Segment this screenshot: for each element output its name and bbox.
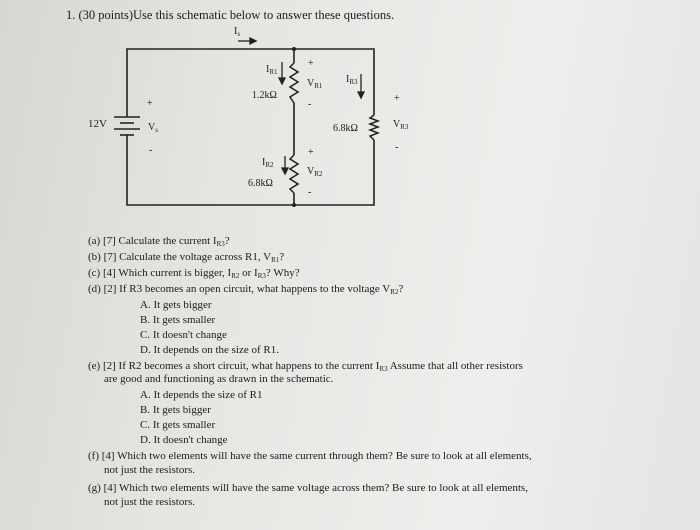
part-g: (g) [4] Which two elements will have the same voltage across them? Be sure to look at all elements, — [88, 482, 528, 494]
resistor-r1-icon — [290, 63, 298, 103]
option-d-d: D. It depends on the size of R1. — [140, 344, 279, 356]
vr1-label: $V_{R1}$ — [307, 78, 323, 90]
part-g-continued: not just the resistors. — [104, 496, 196, 508]
ir2-arrow-icon — [282, 156, 288, 174]
vr3-minus: - — [395, 142, 399, 153]
part-e: (e) [2] If R2 becomes a short circuit, what happens to the current IR3 Assume that all other resistors — [88, 360, 523, 373]
ir3-label: $I_{R3}$ — [346, 74, 358, 86]
r2-value: 6.8kΩ — [248, 178, 273, 189]
option-e-c: C. It gets smaller — [140, 419, 216, 431]
option-e-b: B. It gets bigger — [140, 404, 211, 416]
option-d-c: C. It doesn't change — [140, 329, 227, 341]
r3-value: 6.8kΩ — [333, 123, 358, 134]
source-voltage-label: 12V — [88, 118, 107, 130]
vs-minus: - — [149, 145, 153, 156]
option-e-d: D. It doesn't change — [140, 434, 228, 446]
r1-value: 1.2kΩ — [252, 90, 277, 101]
part-d: (d) [2] If R3 becomes an open circuit, what happens to the voltage VR2? — [88, 283, 404, 296]
circuit-schematic — [0, 0, 700, 230]
battery-icon — [114, 111, 140, 146]
resistor-r2-icon — [290, 155, 298, 193]
wire-left-top — [127, 49, 374, 115]
vr2-minus: - — [308, 187, 312, 198]
question-header: 1. (30 points)Use this schematic below to answer these questions. — [66, 8, 395, 22]
is-arrow-icon — [238, 38, 256, 44]
vr3-plus: + — [394, 93, 400, 104]
option-d-b: B. It gets smaller — [140, 314, 216, 326]
ir3-arrow-icon — [358, 74, 364, 98]
vr2-plus: + — [308, 147, 314, 158]
vr1-minus: - — [308, 99, 312, 110]
junction-top — [292, 47, 296, 51]
vs-label: $V_s$ — [148, 122, 158, 134]
resistor-r3-icon — [370, 115, 378, 140]
part-b: (b) [7] Calculate the voltage across R1, VR1? — [88, 251, 285, 264]
option-d-a: A. It gets bigger — [140, 299, 212, 311]
ir1-arrow-icon — [279, 62, 285, 84]
is-label: $I_s$ — [234, 26, 241, 38]
part-f: (f) [4] Which two elements will have the same current through them? Be sure to look at all elements, — [88, 450, 532, 462]
part-e-continued: are good and functioning as drawn in the schematic. — [104, 373, 334, 385]
part-a: (a) [7] Calculate the current IR3? — [88, 235, 230, 248]
junction-bottom — [292, 203, 296, 207]
ir2-label: $I_{R2}$ — [262, 157, 274, 169]
vr2-label: $V_{R2}$ — [307, 166, 323, 178]
part-c: (c) [4] Which current is bigger, IR2 or IR3? Why? — [88, 267, 300, 280]
vr1-plus: + — [308, 58, 314, 69]
wire-bottom — [127, 140, 374, 205]
vs-plus: + — [147, 98, 153, 109]
ir1-label: $I_{R1}$ — [266, 64, 278, 76]
option-e-a: A. It depends the size of R1 — [140, 389, 263, 401]
vr3-label: $V_{R3}$ — [393, 119, 409, 131]
part-f-continued: not just the resistors. — [104, 464, 196, 476]
